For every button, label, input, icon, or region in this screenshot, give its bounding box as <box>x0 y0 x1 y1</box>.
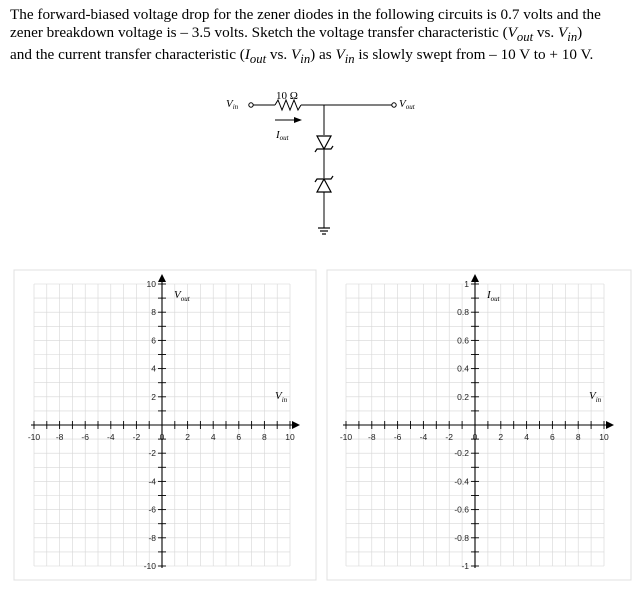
x-tick-label: -8 <box>368 432 376 442</box>
resistor-label: 10 Ω <box>276 90 298 102</box>
y-axis-label: $V_{out}$ <box>174 289 190 303</box>
y-tick-label: 0.8 <box>457 307 469 318</box>
problem-line-2: zener breakdown voltage is – 3.5 volts. Sketch the voltage transfer characteristic ($V_{out}$ vs. $V_{in}$) <box>10 24 583 45</box>
x-tick-label: 4 <box>524 432 529 442</box>
x-tick-label: 0 <box>472 432 478 442</box>
x-tick-label: 10 <box>285 432 295 442</box>
iout-vs-vin-graph <box>327 270 631 580</box>
y-tick-label: -0.2 <box>454 448 469 459</box>
x-tick-label: -2 <box>132 432 141 442</box>
y-tick-label: -6 <box>148 504 156 515</box>
x-axis-label: $V_{in}$ <box>589 390 602 404</box>
y-tick-label: 1 <box>464 279 469 289</box>
x-tick-label: 6 <box>236 432 242 442</box>
y-tick-label: 6 <box>151 335 156 346</box>
x-tick-label: 2 <box>498 432 504 442</box>
y-tick-label: -8 <box>148 532 156 543</box>
x-tick-label: 0 <box>159 432 165 442</box>
y-tick-label: -0.4 <box>454 476 469 487</box>
problem-line-1: The forward-biased voltage drop for the zener diodes in the following circuits is 0.7 volts and the <box>10 6 601 23</box>
x-tick-label: -8 <box>55 432 64 442</box>
y-tick-label: 4 <box>151 363 156 374</box>
x-axis-label: $V_{in}$ <box>275 390 288 404</box>
x-tick-label: 10 <box>599 432 609 442</box>
x-tick-label: 8 <box>262 432 267 442</box>
y-tick-label: 10 <box>146 279 156 289</box>
x-tick-label: -6 <box>393 432 402 442</box>
vout-vs-vin-graph <box>14 270 316 580</box>
x-tick-label: -4 <box>107 432 115 442</box>
y-axis-label: $I_{out}$ <box>487 289 500 303</box>
y-tick-label: 0.2 <box>457 391 469 402</box>
y-tick-label: 2 <box>151 391 156 402</box>
y-tick-label: 8 <box>151 307 156 318</box>
x-tick-label: -6 <box>81 432 89 442</box>
x-tick-label: 6 <box>550 432 555 442</box>
y-tick-label: -0.8 <box>454 532 469 543</box>
y-tick-label: 0.6 <box>457 335 469 346</box>
y-tick-label: -10 <box>143 561 156 571</box>
y-tick-label: -4 <box>148 476 156 487</box>
x-tick-label: -10 <box>339 432 353 442</box>
x-tick-label: -10 <box>27 432 41 442</box>
x-tick-label: -2 <box>445 432 453 442</box>
y-tick-label: -1 <box>461 561 469 571</box>
y-tick-label: -0.6 <box>454 504 469 515</box>
y-tick-label: -2 <box>148 448 156 459</box>
x-tick-label: 4 <box>210 432 216 442</box>
vout-label: Vout <box>399 98 415 111</box>
y-tick-label: 0.4 <box>457 363 469 374</box>
vin-label: Vin <box>226 98 239 111</box>
problem-line-3: and the current transfer characteristic ($I_{out}$ vs. $V_{in}$) as $V_{in}$ is slowly swept from – 10 V to + 10 V. <box>10 46 594 67</box>
x-tick-label: -4 <box>419 432 428 442</box>
iout-label: Iout <box>276 129 289 142</box>
x-tick-label: 8 <box>575 432 581 442</box>
x-tick-label: 2 <box>185 432 190 442</box>
